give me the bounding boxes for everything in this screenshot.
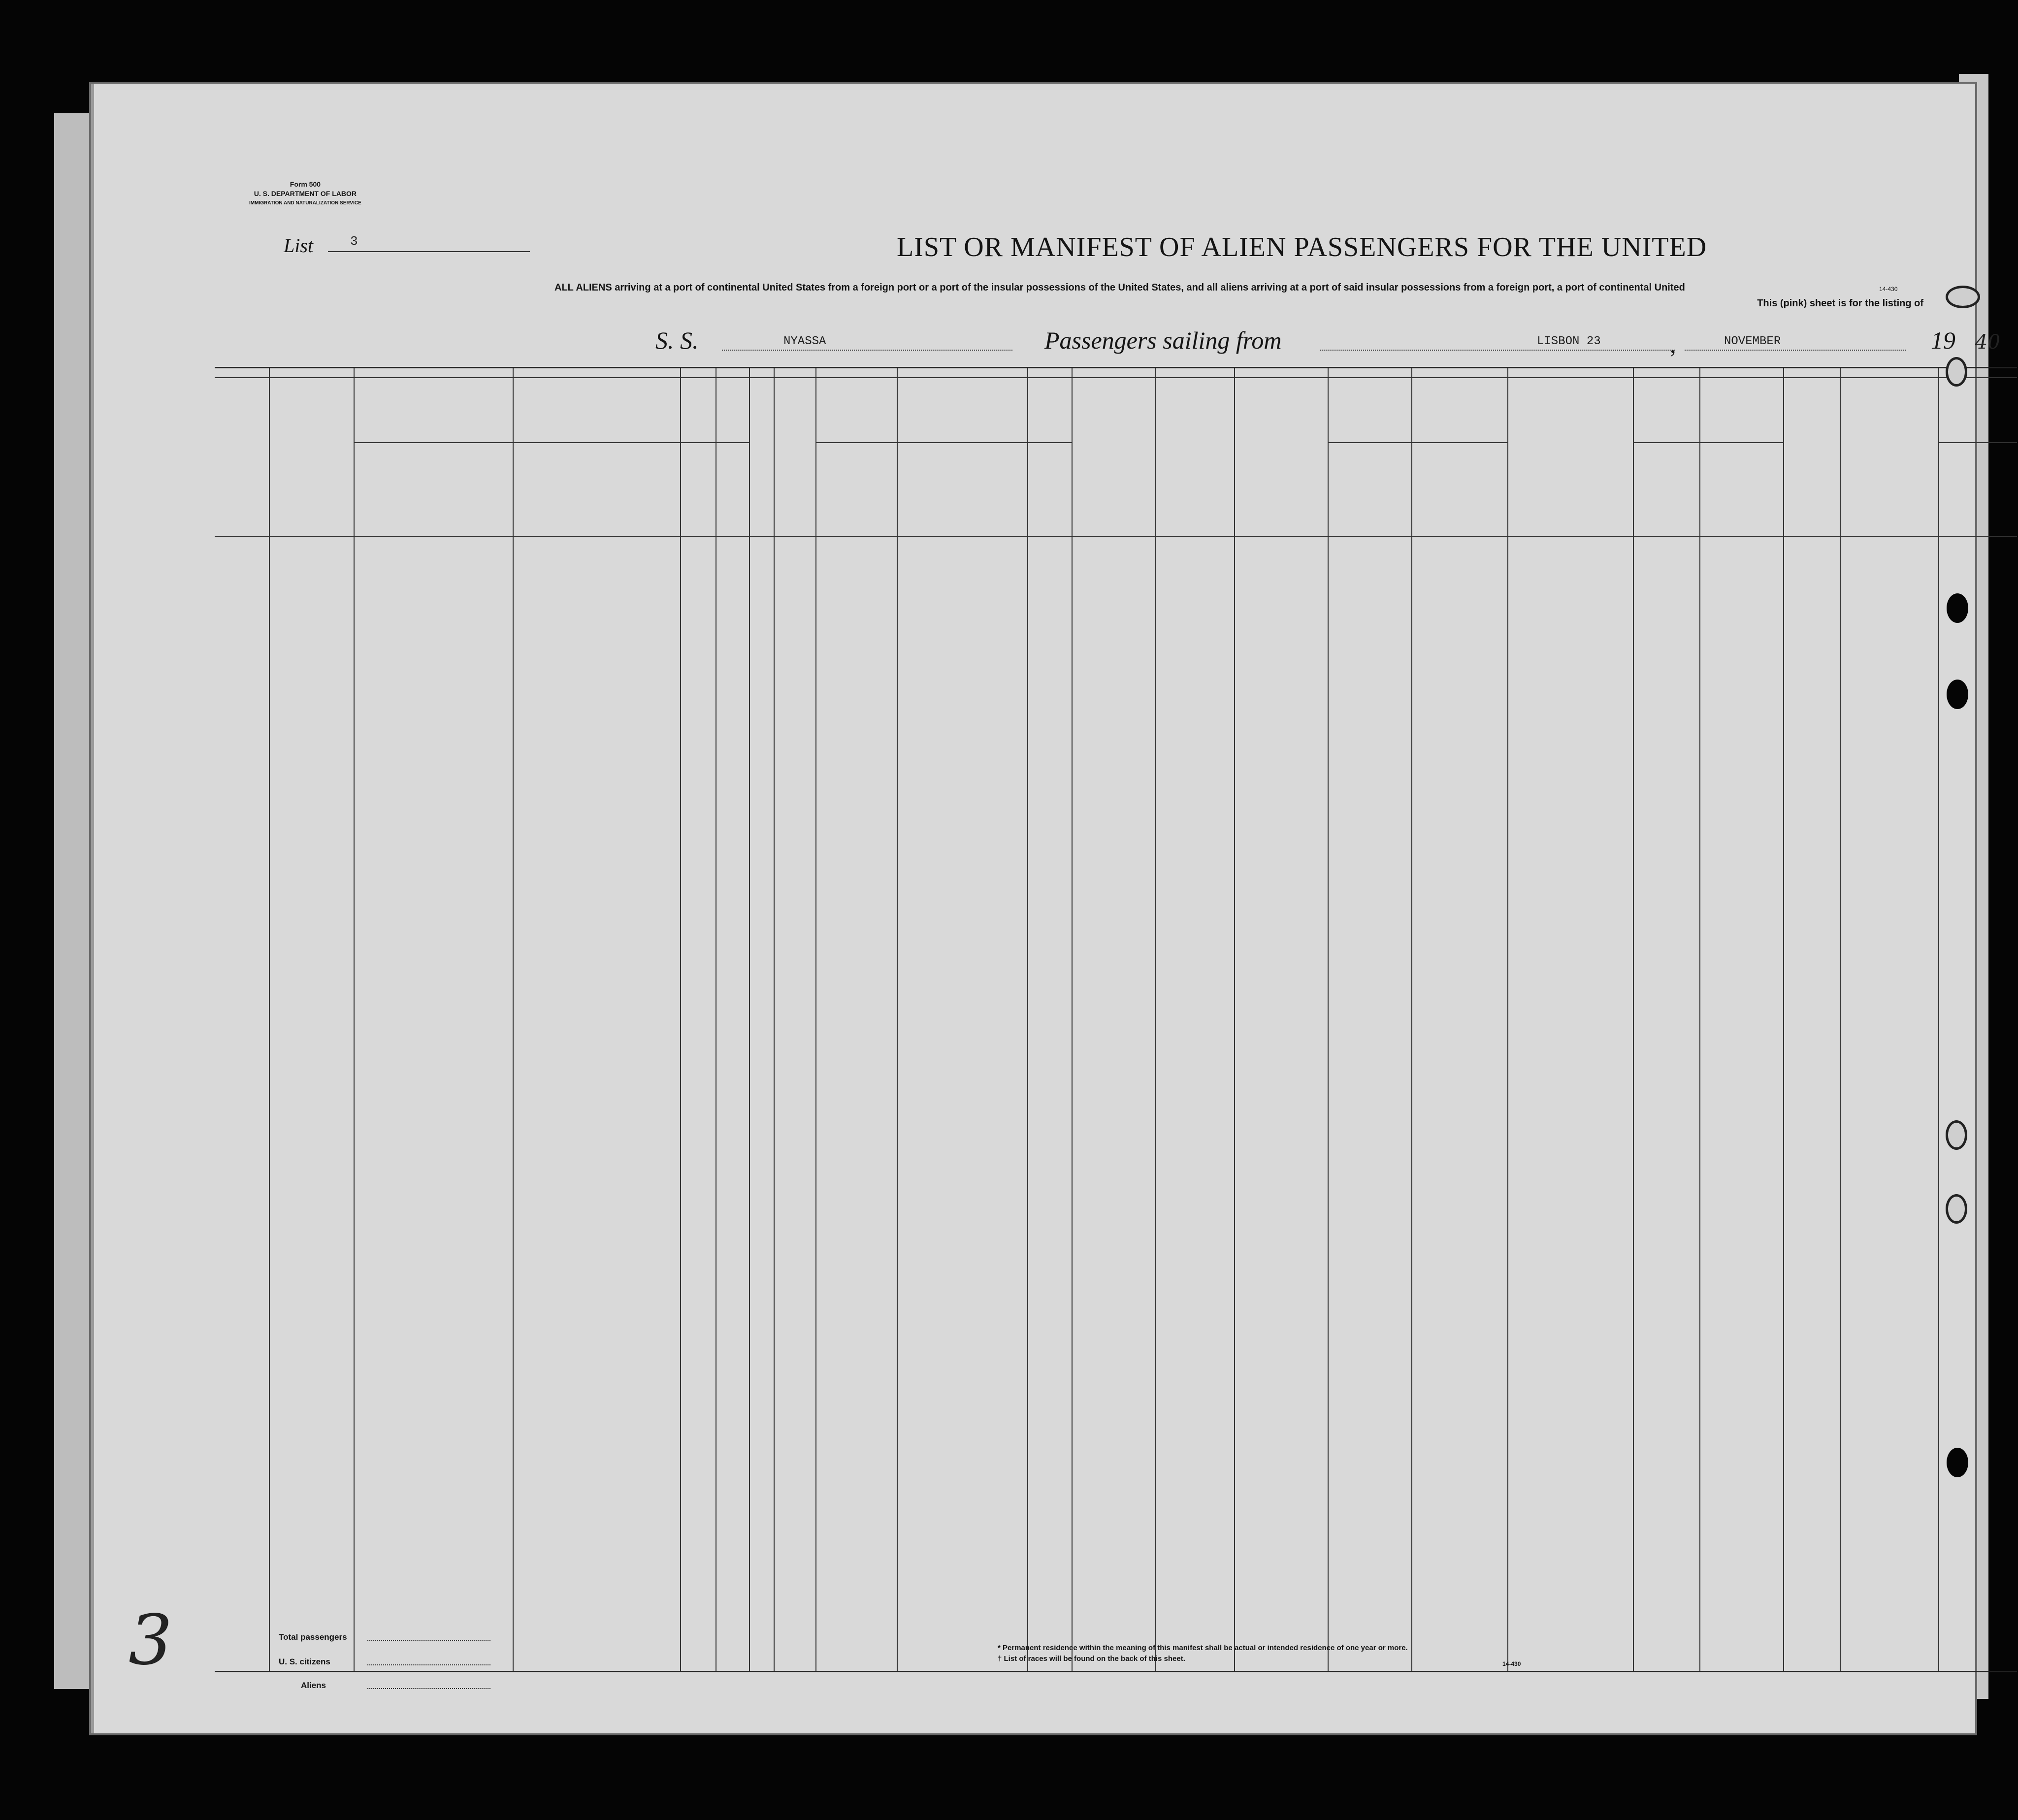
binder-hole [1946, 286, 1980, 308]
us-citizens-line [367, 1664, 490, 1665]
header-bottom-line [215, 536, 2017, 537]
column-divider [354, 368, 355, 1671]
ship-line [722, 350, 1012, 351]
manifest-sheet [91, 84, 2000, 1733]
month-line [1685, 350, 1906, 351]
form-header [249, 180, 361, 208]
column-divider [269, 368, 270, 1671]
subheader-line [1328, 442, 1507, 443]
ss-label: S. S. [655, 326, 699, 354]
column-divider [1938, 368, 1939, 1671]
column-divider [1840, 368, 1841, 1671]
list-line [328, 251, 530, 252]
column-divider [1507, 368, 1508, 1671]
list-label: List [284, 234, 314, 257]
total-passengers-line [367, 1640, 490, 1641]
column-divider [1072, 368, 1073, 1671]
manifest-subtitle-1: ALL ALIENS arriving at a port of continental United States from a foreign port or a port of the insular possessions of the United States, and all aliens arriving at a port of said insular possessions from a foreign port, a port of continental United [554, 282, 1685, 293]
us-citizens-label: U. S. citizens [279, 1657, 330, 1666]
column-divider [1699, 368, 1700, 1671]
form-code-bottom: 14-430 [1502, 1660, 1521, 1667]
column-divider [1783, 368, 1784, 1671]
departure-port: LISBON 23 [1537, 335, 1601, 348]
column-divider [513, 368, 514, 1671]
binder-hole [1947, 1448, 1968, 1477]
aliens-label: Aliens [301, 1681, 326, 1690]
subheader-line [815, 442, 1072, 443]
departure-month: NOVEMBER [1724, 335, 1781, 348]
manifest-title: LIST OR MANIFEST OF ALIEN PASSENGERS FOR THE UNITED [897, 232, 1707, 262]
column-divider [774, 368, 775, 1671]
total-passengers-label: Total passengers [279, 1632, 347, 1642]
ship-name: NYASSA [783, 335, 826, 348]
column-divider [815, 368, 816, 1671]
column-divider [1234, 368, 1235, 1671]
footnote-residence: * Permanent residence within the meaning of this manifest shall be actual or intended residence of one year or more. [998, 1644, 1408, 1652]
column-divider [1411, 368, 1412, 1671]
manifest-subtitle-2: This (pink) sheet is for the listing of [1757, 298, 1923, 309]
form-code-top: 14-430 [1879, 286, 1898, 292]
column-divider [749, 368, 750, 1671]
binder-hole [1946, 1120, 1967, 1150]
service-name: IMMIGRATION AND NATURALIZATION SERVICE [249, 200, 361, 206]
binder-hole [1946, 1194, 1967, 1224]
binder-hole [1947, 680, 1968, 709]
department-name: U. S. DEPARTMENT OF LABOR [254, 190, 357, 197]
footnote-races: † List of races will be found on the back of this sheet. [998, 1655, 1185, 1663]
aliens-line [367, 1688, 490, 1689]
binder-hole [1946, 357, 1967, 387]
column-divider [1328, 368, 1329, 1671]
comma: , [1670, 330, 1676, 358]
form-number: Form 500 [290, 180, 321, 188]
subheader-line [680, 442, 749, 443]
port-line [1320, 350, 1675, 351]
year-prefix: 19 [1931, 326, 1955, 354]
column-divider [1633, 368, 1634, 1671]
list-number: 3 [350, 234, 358, 249]
sailing-label: Passengers sailing from [1044, 326, 1282, 354]
binder-hole [1947, 593, 1968, 623]
header-number-line [215, 377, 2017, 378]
column-divider [1155, 368, 1156, 1671]
manifest-table [215, 367, 2017, 1672]
column-divider [680, 368, 681, 1671]
column-divider [1027, 368, 1028, 1671]
year-suffix: 40 [1975, 331, 2000, 354]
column-divider [897, 368, 898, 1671]
subheader-line [1938, 442, 2017, 443]
handwritten-mark: 3 [129, 1600, 173, 1681]
subheader-line [1633, 442, 1783, 443]
subheader-line [354, 442, 680, 443]
